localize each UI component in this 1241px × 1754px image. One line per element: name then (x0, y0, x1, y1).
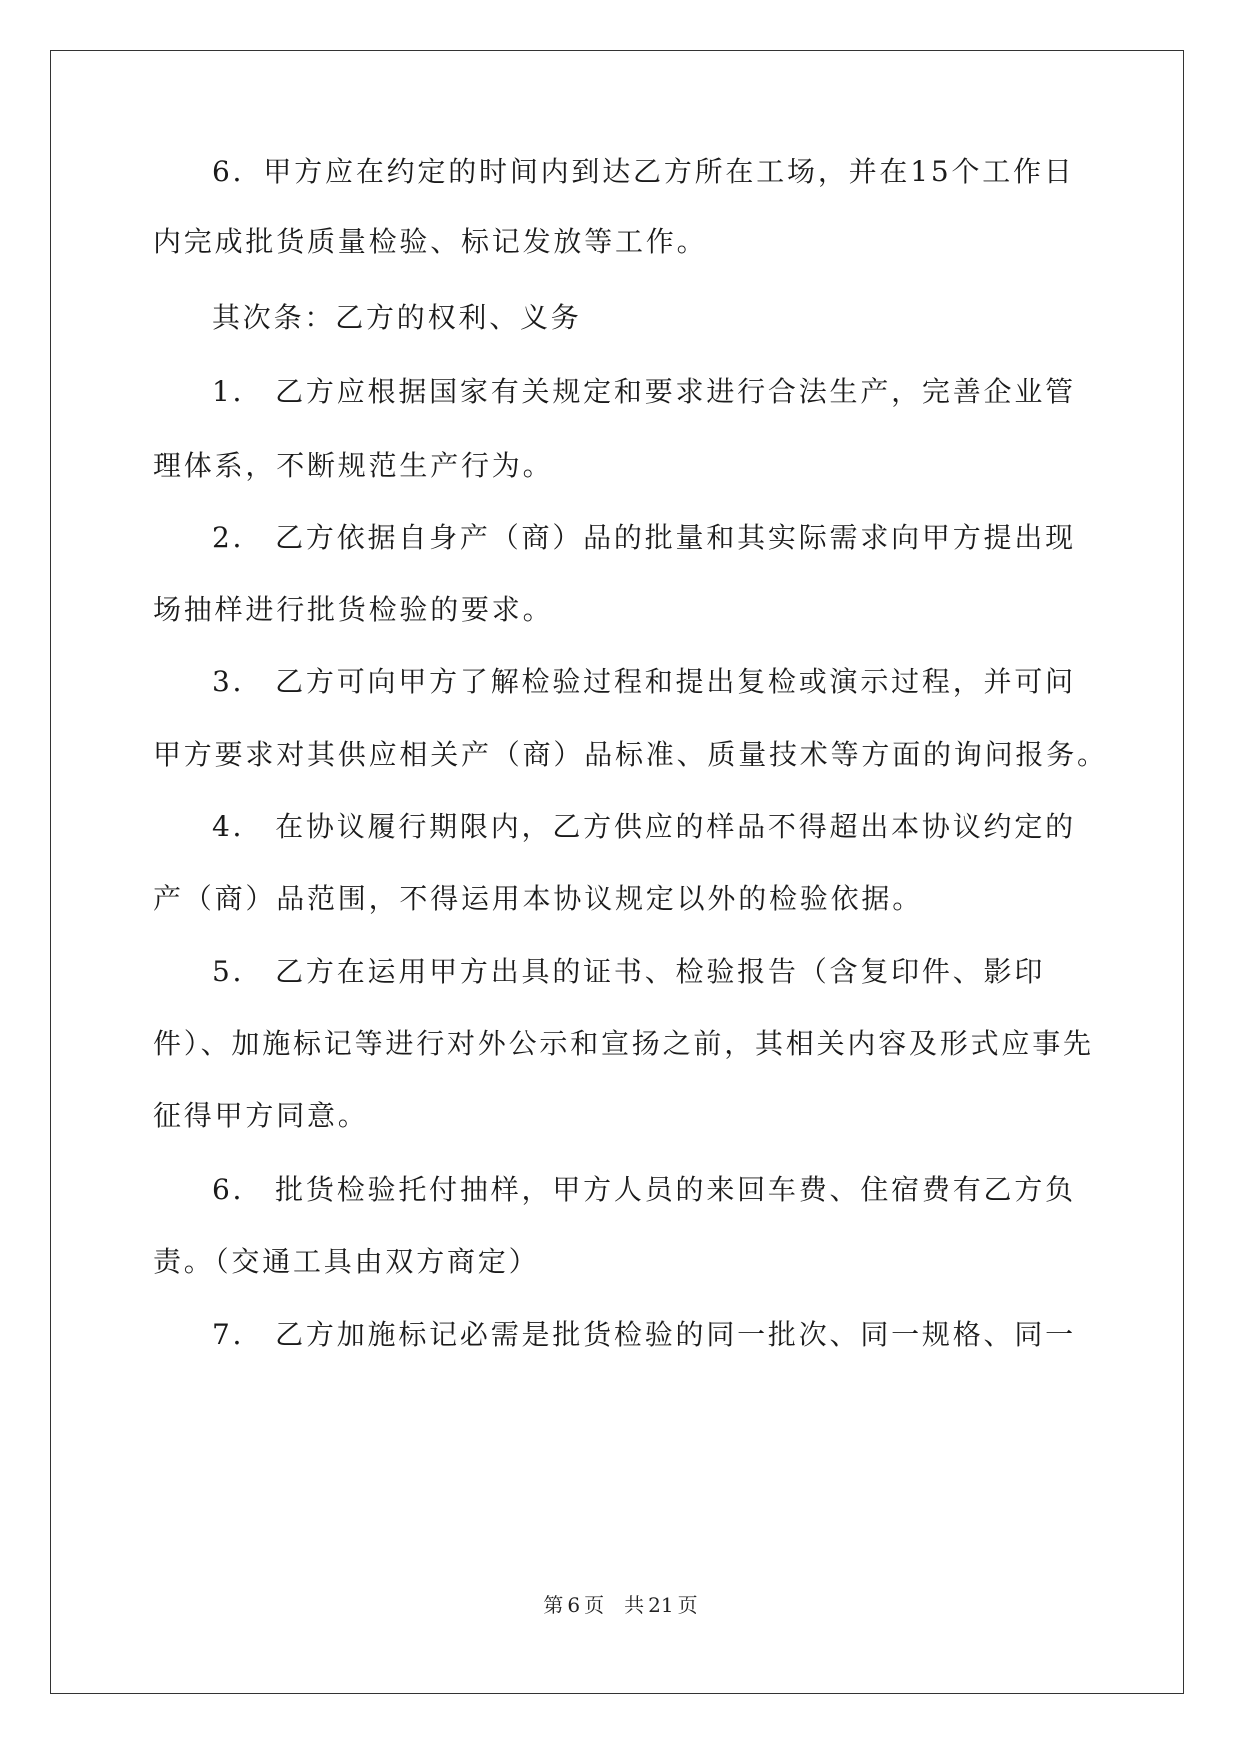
paragraph-line: 责。（交通工具由双方商定） (153, 1245, 540, 1278)
paragraph-line: 4． 在协议履行期限内，乙方供应的样品不得超出本协议约定的 (212, 810, 1076, 843)
page-number: 6 (567, 1593, 581, 1617)
page-border (50, 50, 1184, 1694)
paragraph-line: 2． 乙方依据自身产（商）品的批量和其实际需求向甲方提出现 (212, 521, 1076, 554)
page-total: 21 (648, 1593, 674, 1617)
paragraph-line: 7． 乙方加施标记必需是批货检验的同一批次、同一规格、同一 (212, 1318, 1076, 1351)
paragraph-line: 场抽样进行批货检验的要求。 (153, 593, 554, 626)
paragraph-line: 5． 乙方在运用甲方出具的证书、检验报告（含复印件、影印 (212, 955, 1046, 988)
page-separator: 页 共 (584, 1593, 645, 1617)
paragraph-line: 甲方要求对其供应相关产（商）品标准、质量技术等方面的询问报务。 (153, 738, 1108, 771)
paragraph-line: 产（商）品范围，不得运用本协议规定以外的检验依据。 (153, 882, 924, 915)
paragraph-line: 1． 乙方应根据国家有关规定和要求进行合法生产，完善企业管 (212, 375, 1076, 408)
paragraph-line: 征得甲方同意。 (153, 1099, 369, 1132)
page-suffix: 页 (677, 1593, 698, 1617)
paragraph-line: 3． 乙方可向甲方了解检验过程和提出复检或演示过程，并可问 (212, 665, 1076, 698)
paragraph-line: 6．甲方应在约定的时间内到达乙方所在工场，并在15个工作日 (212, 155, 1075, 188)
paragraph-line: 理体系，不断规范生产行为。 (153, 449, 554, 482)
paragraph-line: 件）、加施标记等进行对外公示和宣扬之前，其相关内容及形式应事先 (153, 1027, 1094, 1060)
section-heading: 其次条：乙方的权利、义务 (212, 301, 582, 334)
paragraph-line: 内完成批货质量检验、标记发放等工作。 (153, 225, 708, 258)
paragraph-line: 6． 批货检验托付抽样，甲方人员的来回车费、住宿费有乙方负 (212, 1173, 1076, 1206)
page-footer (0, 1592, 1241, 1618)
page-prefix: 第 (543, 1593, 564, 1617)
